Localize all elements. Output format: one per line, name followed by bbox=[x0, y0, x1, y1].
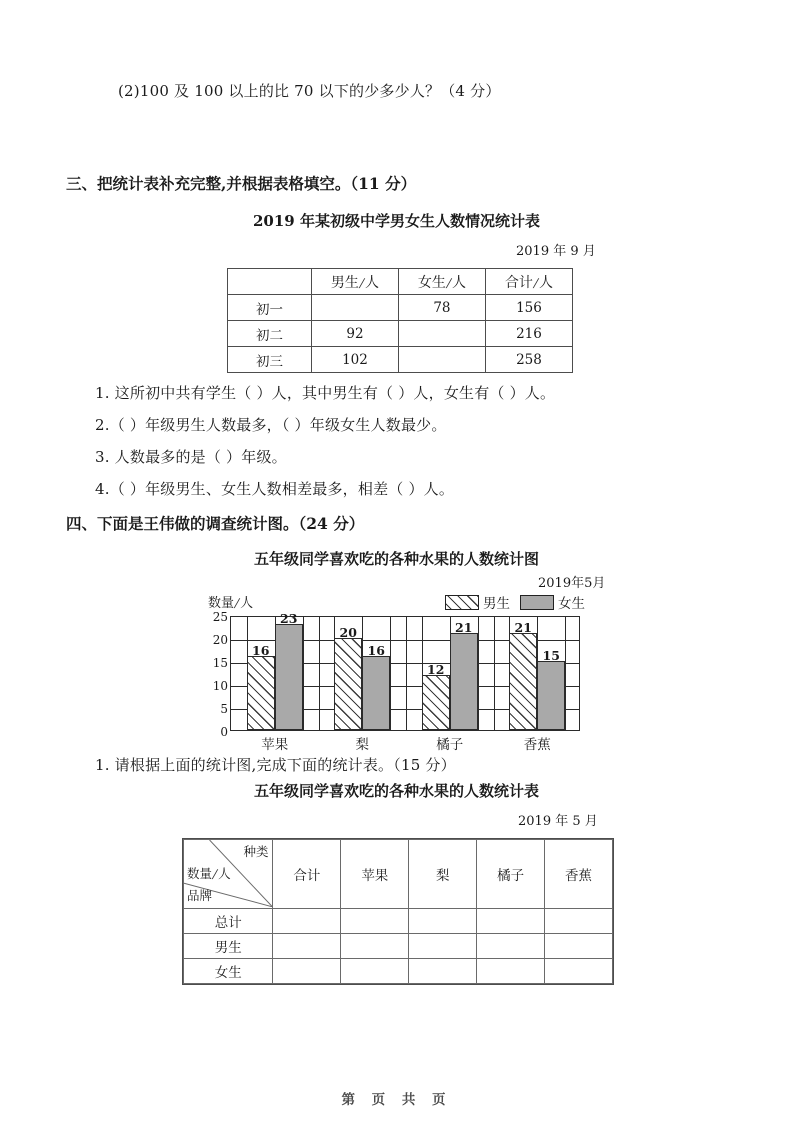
table-1-date: 2019 年 9 月 bbox=[516, 244, 596, 259]
cell-girls-orange[interactable] bbox=[477, 959, 545, 984]
cell-sum-total[interactable] bbox=[273, 909, 341, 934]
section-4-heading: 四、下面是王伟做的调查统计图。（24 分） bbox=[66, 514, 365, 533]
header-boys-label: 男生 bbox=[330, 274, 359, 291]
header-girls bbox=[398, 269, 485, 295]
header-total-label: 合计 bbox=[504, 274, 533, 291]
cell-grade3-girls[interactable] bbox=[398, 347, 485, 373]
legend-item-boys bbox=[445, 592, 510, 612]
section-3-heading: 三、把统计表补充完整,并根据表格填空。（11 分） bbox=[66, 174, 417, 193]
table-row bbox=[184, 934, 613, 959]
footer-text: 第 页 共 页 bbox=[341, 1092, 452, 1108]
cell-boys-total[interactable] bbox=[273, 934, 341, 959]
row-label-girls: 女生 bbox=[184, 959, 273, 984]
table-2-date: 2019 年 5 月 bbox=[518, 814, 598, 829]
slash-separator: / bbox=[445, 275, 453, 290]
table-row bbox=[228, 321, 573, 347]
row-label-grade3: 初三 bbox=[228, 347, 312, 373]
fill-in-question-2[interactable]: 2.（ ）年级男生人数最多，（ ）年级女生人数最少。 bbox=[95, 416, 447, 434]
cell-grade2-total: 216 bbox=[485, 321, 572, 347]
legend-label-boys: 男生 bbox=[483, 596, 510, 612]
legend-swatch-boys-icon bbox=[445, 595, 479, 610]
grid-line-vertical bbox=[565, 617, 566, 730]
fill-in-question-1[interactable]: 1. 这所初中共有学生（ ）人，其中男生有（ ）人，女生有（ ）人。 bbox=[95, 384, 556, 402]
fill-in-question-3[interactable]: 3. 人数最多的是（ ）年级。 bbox=[95, 448, 287, 466]
bar-苹果-女生 bbox=[275, 611, 303, 730]
y-axis-tick-25: 25 bbox=[212, 610, 228, 624]
grid-line-vertical bbox=[494, 617, 495, 730]
header-boys-unit: 人 bbox=[364, 274, 379, 291]
grid-line-vertical bbox=[406, 617, 407, 730]
x-axis-tick-梨: 梨 bbox=[355, 737, 369, 753]
cell-girls-apple[interactable] bbox=[341, 959, 409, 984]
corner-label-quantity bbox=[187, 864, 231, 882]
y-axis-tick-15: 15 bbox=[212, 656, 228, 670]
fruit-preference-table bbox=[183, 839, 613, 984]
grid-line-vertical bbox=[390, 617, 391, 730]
slash-separator: / bbox=[532, 275, 540, 290]
table-row bbox=[228, 295, 573, 321]
table-header-row bbox=[184, 840, 613, 909]
legend-item-girls bbox=[520, 592, 585, 612]
bar-梨-男生 bbox=[334, 624, 362, 730]
y-axis-tick-10: 10 bbox=[212, 679, 228, 693]
table-row bbox=[184, 959, 613, 984]
chart-date: 2019年5月 bbox=[538, 576, 606, 591]
cell-grade2-boys: 92 bbox=[311, 321, 398, 347]
cell-grade2-girls[interactable] bbox=[398, 321, 485, 347]
table-row bbox=[184, 909, 613, 934]
chart-plot-area bbox=[212, 610, 580, 753]
cell-grade1-girls: 78 bbox=[398, 295, 485, 321]
bar-value-label: 21 bbox=[455, 620, 473, 636]
row-label-boys: 男生 bbox=[184, 934, 273, 959]
col-header-apple: 苹果 bbox=[341, 840, 409, 909]
grid-line-vertical bbox=[478, 617, 479, 730]
legend-label-girls: 女生 bbox=[558, 596, 585, 612]
col-header-banana: 香蕉 bbox=[545, 840, 613, 909]
bar-value-label: 21 bbox=[514, 620, 532, 636]
table-header-row bbox=[228, 269, 573, 295]
slash-separator: / bbox=[211, 867, 219, 881]
table-2-frame bbox=[182, 838, 614, 985]
table-2-title: 五年级同学喜欢吃的各种水果的人数统计表 bbox=[253, 782, 539, 800]
cell-boys-banana[interactable] bbox=[545, 934, 613, 959]
corner-label-category: 种类 bbox=[243, 844, 269, 859]
row-label-grade2: 初二 bbox=[228, 321, 312, 347]
x-axis-tick-香蕉: 香蕉 bbox=[523, 737, 551, 753]
bar-香蕉-男生 bbox=[509, 620, 537, 730]
header-girls-unit: 人 bbox=[451, 274, 466, 291]
y-axis-tick-0: 0 bbox=[220, 725, 228, 739]
grid-line-vertical bbox=[319, 617, 320, 730]
slash-separator: / bbox=[358, 275, 366, 290]
bar-梨-女生 bbox=[362, 643, 390, 730]
table-2-corner-cell bbox=[184, 840, 273, 909]
bar-苹果-男生 bbox=[247, 643, 275, 730]
bar-value-label: 16 bbox=[252, 643, 270, 659]
question-2-text: (2)100 及 100 以上的比 70 以下的少多少人？（4 分） bbox=[118, 82, 501, 100]
cell-boys-orange[interactable] bbox=[477, 934, 545, 959]
table-2-wrapper bbox=[182, 838, 614, 989]
bar-value-label: 20 bbox=[339, 624, 357, 640]
x-axis-tick-苹果: 苹果 bbox=[261, 737, 289, 753]
col-header-pear: 梨 bbox=[409, 840, 477, 909]
section-4-question-1: 1. 请根据上面的统计图,完成下面的统计表。（15 分） bbox=[95, 756, 456, 774]
cell-sum-apple[interactable] bbox=[341, 909, 409, 934]
cell-grade3-total: 258 bbox=[485, 347, 572, 373]
bar-橘子-男生 bbox=[422, 661, 450, 730]
cell-girls-banana[interactable] bbox=[545, 959, 613, 984]
header-total-unit: 人 bbox=[538, 274, 553, 291]
page-footer bbox=[0, 1088, 793, 1108]
y-axis-tick-20: 20 bbox=[212, 633, 228, 647]
table-1-title: 2019 年某初级中学男女生人数情况统计表 bbox=[253, 212, 540, 230]
cell-sum-pear[interactable] bbox=[409, 909, 477, 934]
header-total bbox=[485, 269, 572, 295]
bar-value-label: 15 bbox=[542, 647, 560, 663]
col-header-total: 合计 bbox=[273, 840, 341, 909]
cell-sum-banana[interactable] bbox=[545, 909, 613, 934]
col-header-orange: 橘子 bbox=[477, 840, 545, 909]
header-boys bbox=[311, 269, 398, 295]
row-label-sum: 总计 bbox=[184, 909, 273, 934]
table-1-wrapper bbox=[227, 268, 573, 373]
cell-grade1-boys[interactable] bbox=[311, 295, 398, 321]
slash-separator: / bbox=[233, 596, 241, 610]
corner-quantity-name: 数量 bbox=[187, 866, 213, 881]
y-axis-label-name: 数量 bbox=[208, 596, 235, 611]
student-count-table bbox=[227, 268, 573, 373]
bar-value-label: 12 bbox=[427, 661, 445, 677]
header-girls-label: 女生 bbox=[417, 274, 446, 291]
grid-line-vertical bbox=[303, 617, 304, 730]
x-axis-tick-橘子: 橘子 bbox=[436, 737, 464, 753]
cell-boys-pear[interactable] bbox=[409, 934, 477, 959]
corner-label-brand: 品牌 bbox=[187, 888, 213, 903]
header-corner-cell bbox=[228, 269, 312, 295]
cell-girls-pear[interactable] bbox=[409, 959, 477, 984]
cell-sum-orange[interactable] bbox=[477, 909, 545, 934]
legend-swatch-girls-icon bbox=[520, 595, 554, 610]
table-row bbox=[228, 347, 573, 373]
bar-value-label: 16 bbox=[367, 643, 385, 659]
bar-value-label: 23 bbox=[280, 611, 298, 627]
bar-香蕉-女生 bbox=[537, 647, 565, 730]
bar-橘子-女生 bbox=[450, 620, 478, 730]
corner-quantity-unit: 人 bbox=[218, 866, 231, 881]
cell-boys-apple[interactable] bbox=[341, 934, 409, 959]
cell-grade1-total: 156 bbox=[485, 295, 572, 321]
row-label-grade1: 初一 bbox=[228, 295, 312, 321]
cell-girls-total[interactable] bbox=[273, 959, 341, 984]
fill-in-question-4[interactable]: 4.（ ）年级男生、女生人数相差最多，相差（ ）人。 bbox=[95, 480, 455, 498]
cell-grade3-boys: 102 bbox=[311, 347, 398, 373]
chart-legend bbox=[445, 592, 585, 612]
y-axis-tick-5: 5 bbox=[220, 702, 228, 716]
y-axis-label-unit: 人 bbox=[240, 596, 254, 611]
chart-title: 五年级同学喜欢吃的各种水果的人数统计图 bbox=[253, 550, 539, 568]
y-axis-label bbox=[208, 592, 253, 611]
